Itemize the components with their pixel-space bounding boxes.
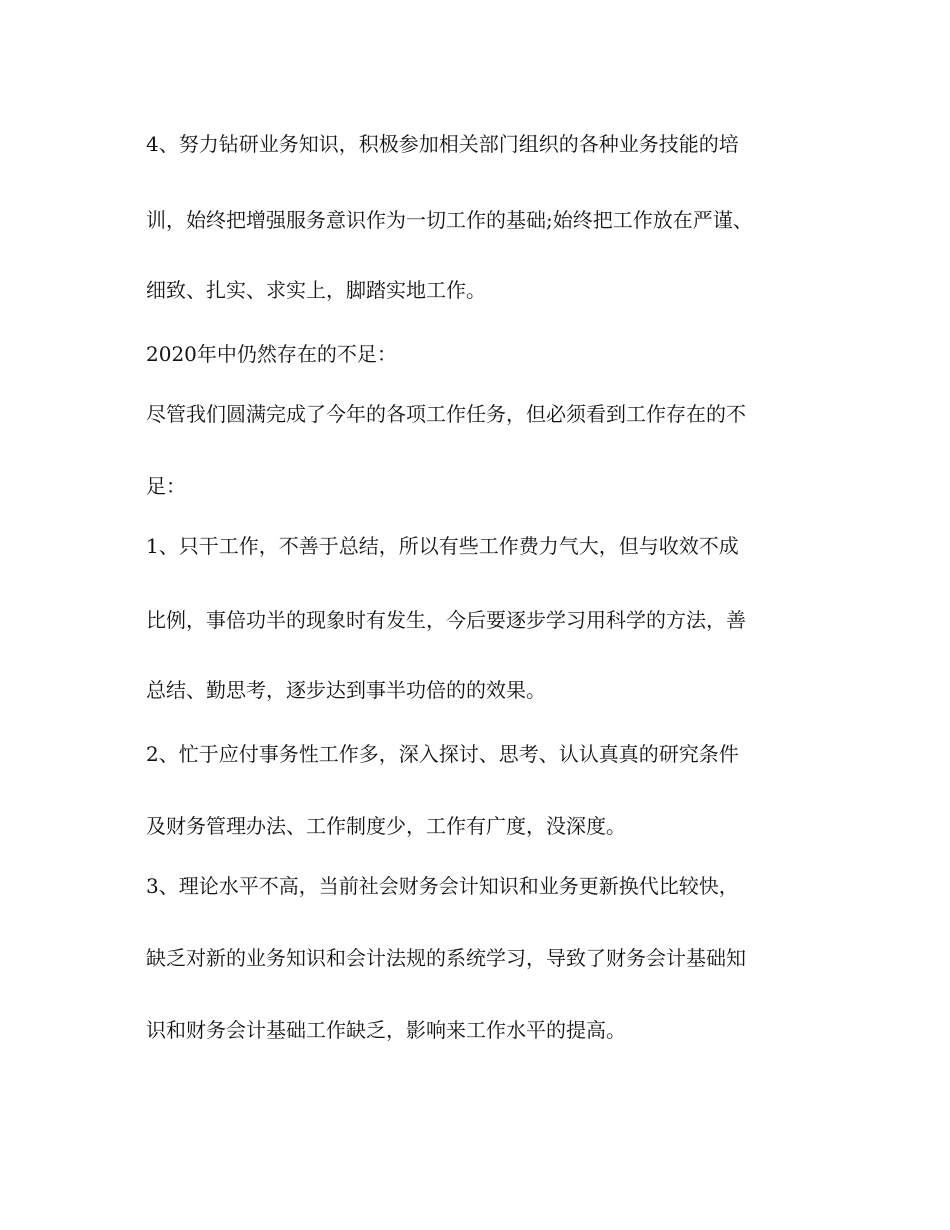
text-line-6: 足：	[146, 474, 186, 498]
text-line-1: 4、努力钻研业务知识，积极参加相关部门组织的各种业务技能的培	[146, 132, 739, 156]
text-line-8: 比例，事倍功半的现象时有发生，今后要逐步学习用科学的方法，善	[146, 608, 746, 632]
text-line-11: 及财务管理办法、工作制度少，工作有广度，没深度。	[146, 814, 626, 838]
section-heading: 2020年中仍然存在的不足：	[146, 342, 397, 366]
text-line-5: 尽管我们圆满完成了今年的各项工作任务，但必须看到工作存在的不	[146, 402, 746, 426]
text-line-9: 总结、勤思考，逐步达到事半功倍的的效果。	[146, 678, 546, 702]
text-line-14: 识和财务会计基础工作缺乏，影响来工作水平的提高。	[146, 1018, 626, 1042]
text-line-3: 细致、扎实、求实上，脚踏实地工作。	[146, 278, 486, 302]
text-line-12: 3、理论水平不高，当前社会财务会计知识和业务更新换代比较快，	[146, 874, 739, 898]
text-line-10: 2、忙于应付事务性工作多，深入探讨、思考、认认真真的研究条件	[146, 742, 739, 766]
text-line-2: 训，始终把增强服务意识作为一切工作的基础;始终把工作放在严谨、	[146, 208, 753, 232]
text-line-7: 1、只干工作，不善于总结，所以有些工作费力气大，但与收效不成	[146, 534, 739, 558]
text-line-13: 缺乏对新的业务知识和会计法规的系统学习，导致了财务会计基础知	[146, 946, 746, 970]
